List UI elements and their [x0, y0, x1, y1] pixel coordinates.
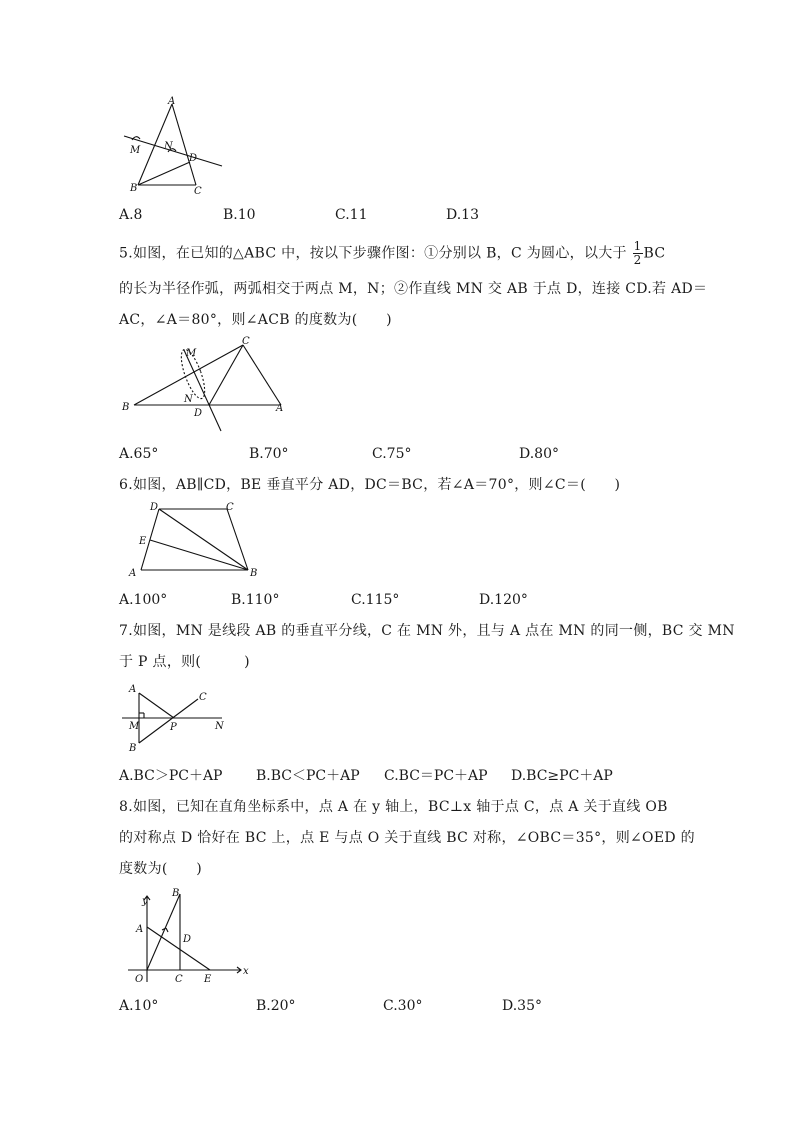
q5-label-n: N — [184, 394, 193, 405]
q7-option-b[interactable]: B.BC＜PC＋AP — [256, 768, 360, 784]
q7-label-m: M — [129, 721, 140, 732]
q7-option-c[interactable]: C.BC＝PC＋AP — [384, 768, 488, 784]
q4-label-a: A — [168, 96, 176, 107]
q5-fraction — [633, 240, 643, 267]
q7-stem-line2: 于 P 点，则( ) — [119, 654, 250, 670]
q6-stem-line1: 6.如图，AB∥CD，BE 垂直平分 AD，DC＝BC，若∠A＝70°，则∠C＝( ) — [119, 477, 621, 493]
q5-option-a[interactable]: A.65° — [119, 446, 159, 462]
q5-label-m: M — [186, 348, 197, 359]
q4-option-a[interactable]: A.8 — [119, 207, 143, 223]
q4-option-b[interactable]: B.10 — [223, 207, 256, 223]
q7-label-c: C — [199, 692, 207, 703]
q6-label-b: B — [250, 568, 258, 579]
q5-figure — [118, 334, 298, 434]
q8-option-a[interactable]: A.10° — [119, 998, 159, 1014]
q8-label-y: y — [142, 896, 148, 907]
q6-figure — [118, 498, 278, 582]
q8-label-a: A — [136, 924, 144, 935]
q4-label-d: D — [189, 153, 198, 164]
q4-label-c: C — [194, 186, 202, 196]
q8-label-e: E — [204, 974, 212, 985]
q5-stem-text: 5.如图，在已知的△ABC 中，按以下步骤作图：①分别以 B，C 为圆心，以大于 — [119, 245, 627, 262]
q4-option-d[interactable]: D.13 — [446, 207, 479, 223]
q8-stem-line3: 度数为( ) — [119, 861, 203, 877]
q7-label-b: B — [129, 743, 137, 754]
q7-label-a: A — [129, 684, 137, 695]
q6-label-c: C — [226, 502, 234, 513]
q8-label-b: B — [172, 888, 180, 899]
q5-stem-line3: AC，∠A＝80°，则∠ACB 的度数为( ) — [119, 312, 392, 328]
q4-label-b: B — [130, 183, 138, 194]
q6-label-a: A — [129, 568, 137, 579]
q7-option-a[interactable]: A.BC＞PC＋AP — [119, 768, 223, 784]
q5-fraction-numerator: 1 — [633, 239, 642, 253]
q5-fraction-denominator: 2 — [633, 253, 642, 267]
q8-label-o: O — [135, 974, 144, 985]
q7-label-n: N — [215, 721, 224, 732]
q5-label-d: D — [194, 408, 203, 419]
q4-label-n: N — [164, 141, 173, 152]
q6-label-e: E — [139, 536, 147, 547]
q5-option-c[interactable]: C.75° — [372, 446, 412, 462]
q8-option-c[interactable]: C.30° — [383, 998, 423, 1014]
q6-option-a[interactable]: A.100° — [119, 592, 168, 608]
q5-label-b: B — [122, 402, 130, 413]
q8-label-x: x — [243, 966, 249, 977]
q8-stem-line2: 的对称点 D 恰好在 BC 上，点 E 与点 O 关于直线 BC 对称，∠OBC＝35°，则∠OED 的 — [119, 830, 695, 846]
q5-stem-bc: BC — [643, 245, 666, 262]
q7-figure — [118, 680, 238, 756]
q4-label-m: M — [130, 145, 141, 156]
q8-label-c: C — [175, 974, 183, 985]
q6-option-c[interactable]: C.115° — [351, 592, 400, 608]
q5-option-d[interactable]: D.80° — [519, 446, 559, 462]
q5-stem-line2: 的长为半径作弧，两弧相交于两点 M，N；②作直线 MN 交 AB 于点 D，连接 CD.若 AD＝ — [119, 281, 708, 297]
q8-option-b[interactable]: B.20° — [256, 998, 296, 1014]
q6-option-b[interactable]: B.110° — [231, 592, 280, 608]
q8-label-d: D — [183, 934, 192, 945]
q4-figure — [118, 94, 238, 196]
q6-option-d[interactable]: D.120° — [479, 592, 528, 608]
q5-option-b[interactable]: B.70° — [249, 446, 289, 462]
q5-stem-line1 — [119, 240, 665, 267]
q8-option-d[interactable]: D.35° — [502, 998, 542, 1014]
q5-label-c: C — [242, 336, 250, 347]
q4-option-c[interactable]: C.11 — [335, 207, 368, 223]
q7-label-p: P — [170, 722, 177, 733]
q8-figure — [118, 884, 258, 986]
q8-stem-line1: 8.如图，已知在直角坐标系中，点 A 在 y 轴上，BC⊥x 轴于点 C，点 A 关于直线 OB — [119, 799, 668, 815]
q6-label-d: D — [150, 502, 159, 513]
q7-stem-line1: 7.如图，MN 是线段 AB 的垂直平分线，C 在 MN 外，且与 A 点在 MN 的同一侧，BC 交 MN — [119, 623, 735, 639]
q7-option-d[interactable]: D.BC≥PC＋AP — [511, 768, 613, 784]
q5-label-a: A — [276, 403, 284, 414]
